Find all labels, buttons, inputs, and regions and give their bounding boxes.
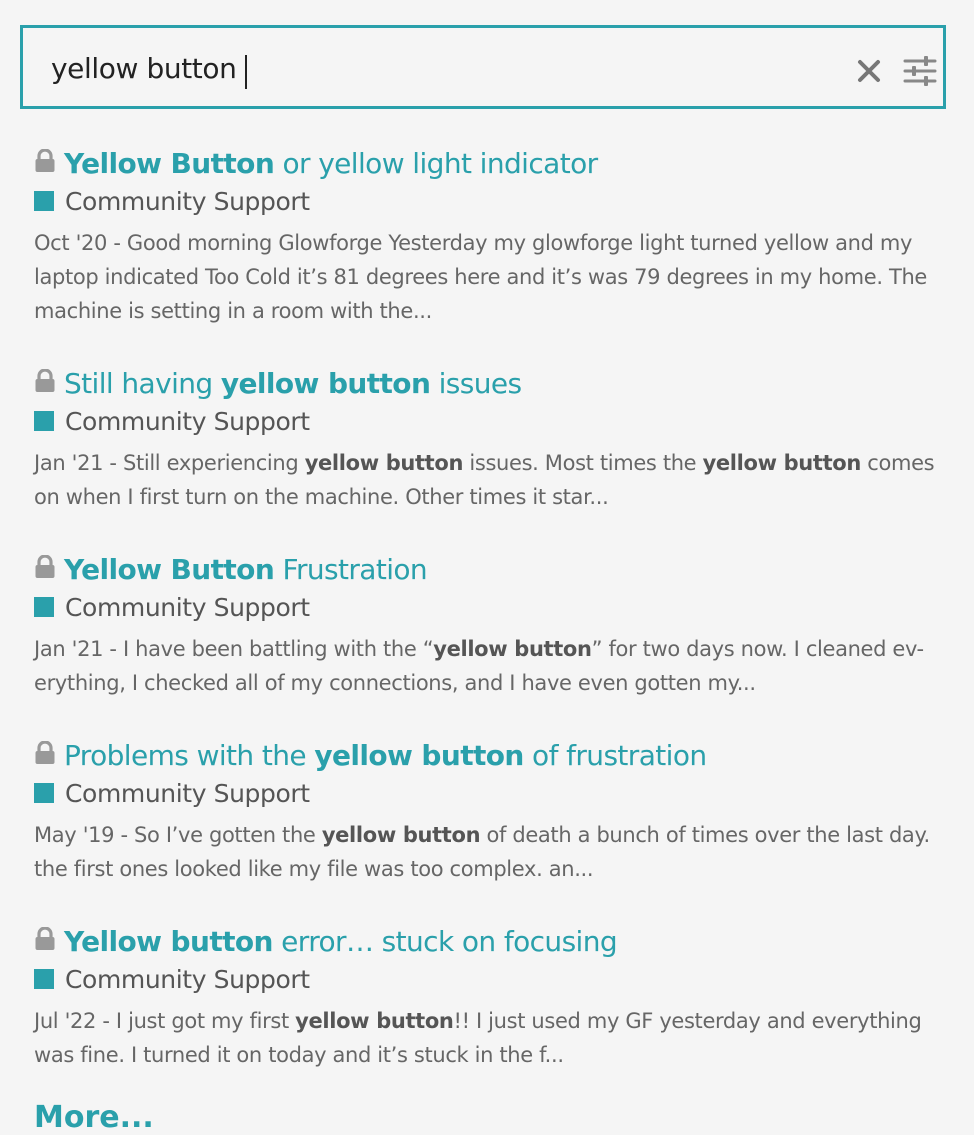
category-label: Community Support [65,406,310,436]
result-blurb: Jul '22 - I just got my first yellow button!! I just used my GF yesterday and everything was fine. I turned it on today and it’s stuck in the f... [34,1009,922,1067]
search-result [34,360,944,514]
lock-icon [34,555,56,579]
sliders-icon[interactable] [903,56,937,86]
search-box [20,25,946,109]
text-caret [245,55,247,89]
lock-icon [34,927,56,951]
result-title-link[interactable]: Yellow button error… stuck on focusing [64,924,618,958]
close-icon[interactable] [857,59,881,83]
category-badge[interactable] [34,402,944,440]
lock-icon [34,369,56,393]
lock-icon [34,741,56,765]
result-blurb: Jan '21 - Still experiencing yellow button issues. Most times the yellow button comes on when I first turn on the machine. Other times it star... [34,451,935,509]
result-blurb: May '19 - So I’ve gotten the yellow button of death a bunch of times over the last day. the first ones looked like my file was too complex. an... [34,823,930,881]
category-label: Community Support [65,964,310,994]
category-swatch [34,969,54,989]
category-swatch [34,191,54,211]
result-title-row [34,360,944,406]
result-title-link[interactable]: Yellow Button Frustration [64,552,428,586]
result-title-link[interactable]: Still having yellow button issues [64,366,522,400]
category-swatch [34,597,54,617]
category-swatch [34,783,54,803]
category-badge[interactable] [34,588,944,626]
result-title-row [34,140,944,186]
lock-icon [34,149,56,173]
result-title-row [34,546,944,592]
search-input[interactable] [51,46,811,90]
result-title-link[interactable]: Yellow Button or yellow light indicator [64,146,598,180]
category-label: Community Support [65,778,310,808]
category-label: Community Support [65,186,310,216]
result-title-row [34,732,944,778]
category-swatch [34,411,54,431]
category-label: Community Support [65,592,310,622]
more-link[interactable]: More... [34,1100,154,1135]
search-result [34,732,944,886]
search-result [34,918,944,1072]
category-badge[interactable] [34,960,944,998]
category-badge[interactable] [34,182,944,220]
result-title-link[interactable]: Problems with the yellow button of frustration [64,738,707,772]
search-result [34,140,944,328]
result-blurb: Jan '21 - I have been battling with the “yellow button” for two days now. I cleaned ev-erything, I checked all of my connections, and I have even gotten my... [34,637,924,695]
result-blurb: Oct '20 - Good morning Glowforge Yesterday my glowforge light turned yellow and my laptop indicated Too Cold it’s 81 degrees here and it’s was 79 degrees in my home. The machine is setting in a room with the... [34,231,927,323]
result-title-row [34,918,944,964]
category-badge[interactable] [34,774,944,812]
search-result [34,546,944,700]
